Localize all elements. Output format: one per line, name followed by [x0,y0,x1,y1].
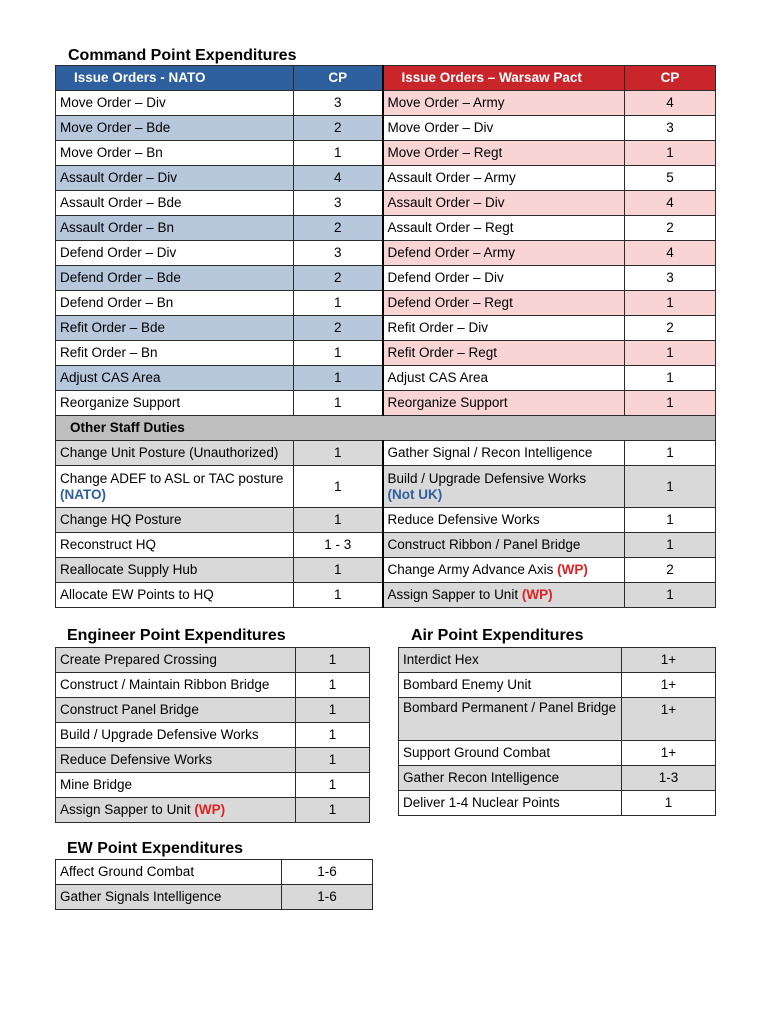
wp-order-cp: 1 [625,391,716,416]
staff-duty-cp: 1 [294,466,383,508]
table-row [56,533,716,558]
staff-duty-label: Reduce Defensive Works [383,508,625,533]
ew-item-value: 1-6 [282,860,373,885]
table-row [56,885,373,910]
engineer-item-label: Construct Panel Bridge [56,698,296,723]
wp-order-label: Defend Order – Army [383,241,625,266]
table-row [56,291,716,316]
staff-duty-label: Allocate EW Points to HQ [56,583,294,608]
table-row [56,266,716,291]
air-item-label: Bombard Enemy Unit [399,673,622,698]
table-row [399,648,716,673]
air-item-label: Bombard Permanent / Panel Bridge [399,698,622,741]
engineer-section-title: Engineer Point Expenditures [67,627,286,644]
staff-duty-cp: 1 - 3 [294,533,383,558]
staff-duty-cp: 1 [294,508,383,533]
wp-order-label: Defend Order – Div [383,266,625,291]
table-row [56,91,716,116]
staff-duty-text: Assign Sapper to Unit [387,587,519,602]
wp-order-label: Move Order – Army [383,91,625,116]
command-section-title: Command Point Expenditures [68,47,297,64]
staff-duty-label: Gather Signal / Recon Intelligence [383,441,625,466]
nato-order-label: Defend Order – Bde [56,266,294,291]
engineer-item-value: 1 [296,798,370,823]
nato-order-cp: 4 [294,166,383,191]
not-uk-note: (Not UK) [387,486,443,502]
staff-duty-cp: 1 [625,508,716,533]
ew-item-label: Gather Signals Intelligence [56,885,282,910]
engineer-item-value: 1 [296,673,370,698]
nato-note: (NATO) [60,486,106,502]
engineer-item-label: Create Prepared Crossing [56,648,296,673]
staff-duty-label [56,466,294,508]
wp-order-cp: 1 [625,366,716,391]
table-row [56,116,716,141]
nato-orders-header: Issue Orders - NATO [56,66,294,91]
air-item-label: Interdict Hex [399,648,622,673]
wp-order-label: Defend Order – Regt [383,291,625,316]
nato-order-label: Move Order – Div [56,91,294,116]
engineer-item-text: Assign Sapper to Unit [60,802,191,817]
nato-order-label: Defend Order – Bn [56,291,294,316]
air-item-label: Support Ground Combat [399,741,622,766]
nato-order-label: Refit Order – Bn [56,341,294,366]
wp-cp-header: CP [625,66,716,91]
table-row [56,698,370,723]
wp-note: (WP) [194,802,226,817]
staff-duty-label [383,466,625,508]
wp-order-label: Refit Order – Regt [383,341,625,366]
wp-order-label: Assault Order – Regt [383,216,625,241]
engineer-item-value: 1 [296,723,370,748]
wp-order-cp: 4 [625,241,716,266]
table-row [399,698,716,741]
wp-order-cp: 4 [625,91,716,116]
table-row [56,673,370,698]
ew-item-label: Affect Ground Combat [56,860,282,885]
staff-duty-label: Reconstruct HQ [56,533,294,558]
wp-order-cp: 1 [625,341,716,366]
table-row [56,316,716,341]
ew-table [55,859,373,910]
staff-duty-label [383,583,625,608]
nato-order-cp: 2 [294,266,383,291]
table-row [56,773,370,798]
air-item-value: 1-3 [622,766,716,791]
table-row [56,798,370,823]
wp-order-cp: 1 [625,291,716,316]
nato-order-label: Move Order – Bn [56,141,294,166]
air-item-value: 1+ [622,741,716,766]
wp-orders-header: Issue Orders – Warsaw Pact [383,66,625,91]
wp-order-label: Refit Order – Div [383,316,625,341]
table-row [56,391,716,416]
nato-order-label: Refit Order – Bde [56,316,294,341]
air-table [398,647,716,816]
wp-order-label: Move Order – Regt [383,141,625,166]
wp-order-cp: 4 [625,191,716,216]
wp-note: (WP) [521,587,553,602]
staff-duty-label: Change HQ Posture [56,508,294,533]
nato-order-label: Assault Order – Div [56,166,294,191]
nato-order-cp: 2 [294,216,383,241]
wp-order-cp: 5 [625,166,716,191]
engineer-item-value: 1 [296,748,370,773]
staff-duty-cp: 1 [625,441,716,466]
engineer-item-value: 1 [296,773,370,798]
air-section-title: Air Point Expenditures [411,627,584,644]
table-row [56,558,716,583]
wp-order-cp: 2 [625,316,716,341]
nato-order-cp: 1 [294,341,383,366]
engineer-item-label: Build / Upgrade Defensive Works [56,723,296,748]
nato-order-cp: 2 [294,116,383,141]
nato-order-label: Assault Order – Bde [56,191,294,216]
wp-order-label: Adjust CAS Area [383,366,625,391]
wp-order-cp: 2 [625,216,716,241]
nato-order-cp: 3 [294,191,383,216]
staff-duty-label [383,558,625,583]
table-row [56,723,370,748]
table-row [399,791,716,816]
staff-duty-cp: 1 [294,558,383,583]
nato-order-label: Defend Order – Div [56,241,294,266]
wp-order-cp: 1 [625,141,716,166]
staff-duty-label: Reallocate Supply Hub [56,558,294,583]
air-item-value: 1+ [622,698,716,741]
wp-order-label: Assault Order – Army [383,166,625,191]
table-row [399,741,716,766]
table-row [56,191,716,216]
table-row [56,748,370,773]
staff-duty-label: Construct Ribbon / Panel Bridge [383,533,625,558]
staff-duty-text: Change ADEF to ASL or TAC posture [60,470,284,486]
engineer-item-value: 1 [296,698,370,723]
nato-order-cp: 1 [294,141,383,166]
air-item-label: Gather Recon Intelligence [399,766,622,791]
staff-duty-label: Change Unit Posture (Unauthorized) [56,441,294,466]
nato-order-label: Reorganize Support [56,391,294,416]
staff-duty-cp: 1 [625,583,716,608]
wp-order-cp: 3 [625,116,716,141]
staff-duty-cp: 2 [625,558,716,583]
wp-note: (WP) [557,562,588,577]
wp-order-label: Assault Order – Div [383,191,625,216]
engineer-item-label: Mine Bridge [56,773,296,798]
engineer-item-value: 1 [296,648,370,673]
wp-order-label: Reorganize Support [383,391,625,416]
nato-order-label: Assault Order – Bn [56,216,294,241]
nato-order-cp: 3 [294,91,383,116]
table-row [56,648,370,673]
nato-order-label: Move Order – Bde [56,116,294,141]
command-table [55,65,716,608]
table-row [56,508,716,533]
engineer-table [55,647,370,823]
nato-order-cp: 1 [294,366,383,391]
staff-duties-header-row [56,416,716,441]
nato-order-cp: 3 [294,241,383,266]
nato-order-cp: 1 [294,291,383,316]
air-item-label: Deliver 1-4 Nuclear Points [399,791,622,816]
table-row [56,583,716,608]
nato-cp-header: CP [294,66,383,91]
ew-section-title: EW Point Expenditures [67,840,244,857]
table-row [399,673,716,698]
table-row [56,366,716,391]
staff-duty-cp: 1 [294,583,383,608]
table-row [56,860,373,885]
staff-duty-text: Build / Upgrade Defensive Works [387,470,587,486]
nato-order-label: Adjust CAS Area [56,366,294,391]
table-row [56,441,716,466]
staff-duty-cp: 1 [625,533,716,558]
staff-duty-cp: 1 [625,466,716,508]
table-row [56,466,716,508]
ew-item-value: 1-6 [282,885,373,910]
command-header-row [56,66,716,91]
engineer-item-label: Construct / Maintain Ribbon Bridge [56,673,296,698]
air-item-value: 1 [622,791,716,816]
engineer-item-label: Reduce Defensive Works [56,748,296,773]
table-row [56,216,716,241]
wp-order-label: Move Order – Div [383,116,625,141]
air-item-value: 1+ [622,648,716,673]
staff-duty-text: Change Army Advance Axis [387,562,554,577]
staff-duty-cp: 1 [294,441,383,466]
wp-order-cp: 3 [625,266,716,291]
table-row [56,341,716,366]
table-row [56,141,716,166]
table-row [399,766,716,791]
staff-duties-header: Other Staff Duties [56,416,716,441]
nato-order-cp: 2 [294,316,383,341]
engineer-item-label [56,798,296,823]
table-row [56,166,716,191]
air-item-value: 1+ [622,673,716,698]
table-row [56,241,716,266]
nato-order-cp: 1 [294,391,383,416]
